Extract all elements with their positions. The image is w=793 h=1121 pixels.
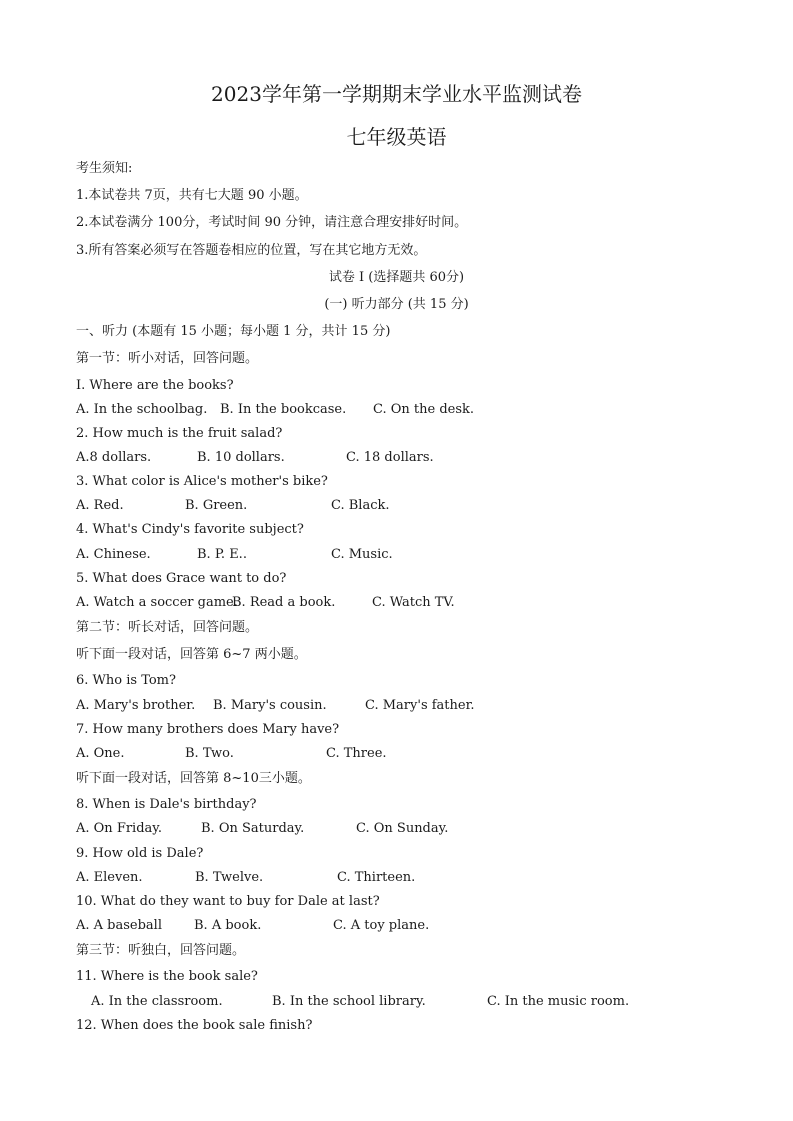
option-a: A. Watch a soccer game. bbox=[76, 595, 238, 610]
question-4: 4. What's Cindy's favorite subject? bbox=[76, 522, 304, 537]
option-c: C. A toy plane. bbox=[333, 918, 430, 933]
question-10: 10. What do they want to buy for Dale at last? bbox=[76, 894, 380, 909]
option-c: C. 18 dollars. bbox=[346, 450, 434, 465]
section-2-instruction: 听下面一段对话，回答第 8~10三小题。 bbox=[76, 771, 311, 786]
question-1: I. Where are the books? bbox=[76, 378, 234, 393]
option-a: A. On Friday. bbox=[76, 821, 163, 836]
section-2-heading: 第二节：听长对话，回答问题。 bbox=[76, 620, 259, 635]
question-3: 3. What color is Alice's mother's bike? bbox=[76, 474, 328, 489]
option-b: B. 10 dollars. bbox=[197, 450, 285, 465]
note-item: 3.所有答案必须写在答题卷相应的位置，写在其它地方无效。 bbox=[76, 243, 427, 258]
exam-title: 2023学年第一学期期末学业水平监测试卷 bbox=[211, 82, 582, 106]
note-item: 2.本试卷满分 100分，考试时间 90 分钟，请注意合理安排好时间。 bbox=[76, 215, 468, 230]
option-a: A. In the schoolbag. bbox=[76, 402, 208, 417]
section-3-heading: 第三节：听独白，回答问题。 bbox=[76, 943, 246, 958]
question-12: 12. When does the book sale finish? bbox=[76, 1018, 313, 1033]
question-7: 7. How many brothers does Mary have? bbox=[76, 722, 340, 737]
notes-heading: 考生须知: bbox=[76, 161, 133, 176]
option-c: C. Black. bbox=[331, 498, 390, 513]
option-b: B. Two. bbox=[185, 746, 234, 761]
option-c: C. In the music room. bbox=[487, 994, 630, 1009]
option-b: B. In the bookcase. bbox=[220, 402, 347, 417]
exam-subtitle: 七年级英语 bbox=[346, 125, 447, 149]
option-b: B. Read a book. bbox=[232, 595, 336, 610]
option-a: A. Red. bbox=[76, 498, 124, 513]
question-9: 9. How old is Dale? bbox=[76, 846, 204, 861]
option-a: A. A baseball bbox=[76, 918, 162, 933]
option-c: C. On the desk. bbox=[373, 402, 475, 417]
option-b: B. Mary's cousin. bbox=[213, 698, 327, 713]
note-item: 1.本试卷共 7页，共有七大题 90 小题。 bbox=[76, 188, 308, 203]
option-a: A. Chinese. bbox=[76, 547, 151, 562]
option-a: A. In the classroom. bbox=[91, 994, 223, 1009]
question-6: 6. Who is Tom? bbox=[76, 673, 176, 688]
option-c: C. Mary's father. bbox=[365, 698, 475, 713]
section-title: (一) 听力部分 (共 15 分) bbox=[324, 297, 469, 312]
option-a: A. One. bbox=[76, 746, 125, 761]
option-a: A. Mary's brother. bbox=[76, 698, 196, 713]
option-c: C. Three. bbox=[326, 746, 387, 761]
part-title: 试卷 I (选择题共 60分) bbox=[328, 270, 465, 285]
option-b: B. In the school library. bbox=[272, 994, 426, 1009]
option-c: C. Thirteen. bbox=[337, 870, 416, 885]
option-c: C. On Sunday. bbox=[356, 821, 449, 836]
listening-heading: 一、听力 (本题有 15 小题；每小题 1 分，共计 15 分) bbox=[76, 324, 391, 339]
question-5: 5. What does Grace want to do? bbox=[76, 571, 287, 586]
option-b: B. Twelve. bbox=[195, 870, 264, 885]
option-c: C. Watch TV. bbox=[372, 595, 455, 610]
option-c: C. Music. bbox=[331, 547, 393, 562]
option-b: B. Green. bbox=[185, 498, 248, 513]
section-2-instruction: 听下面一段对话，回答第 6~7 两小题。 bbox=[76, 647, 307, 662]
option-a: A.8 dollars. bbox=[76, 450, 152, 465]
question-8: 8. When is Dale's birthday? bbox=[76, 797, 257, 812]
option-b: B. P. E.. bbox=[197, 547, 247, 562]
option-b: B. On Saturday. bbox=[201, 821, 305, 836]
option-b: B. A book. bbox=[194, 918, 262, 933]
section-1-heading: 第一节：听小对话，回答问题。 bbox=[76, 351, 259, 366]
option-a: A. Eleven. bbox=[76, 870, 143, 885]
question-11: 11. Where is the book sale? bbox=[76, 969, 258, 984]
question-2: 2. How much is the fruit salad? bbox=[76, 426, 283, 441]
